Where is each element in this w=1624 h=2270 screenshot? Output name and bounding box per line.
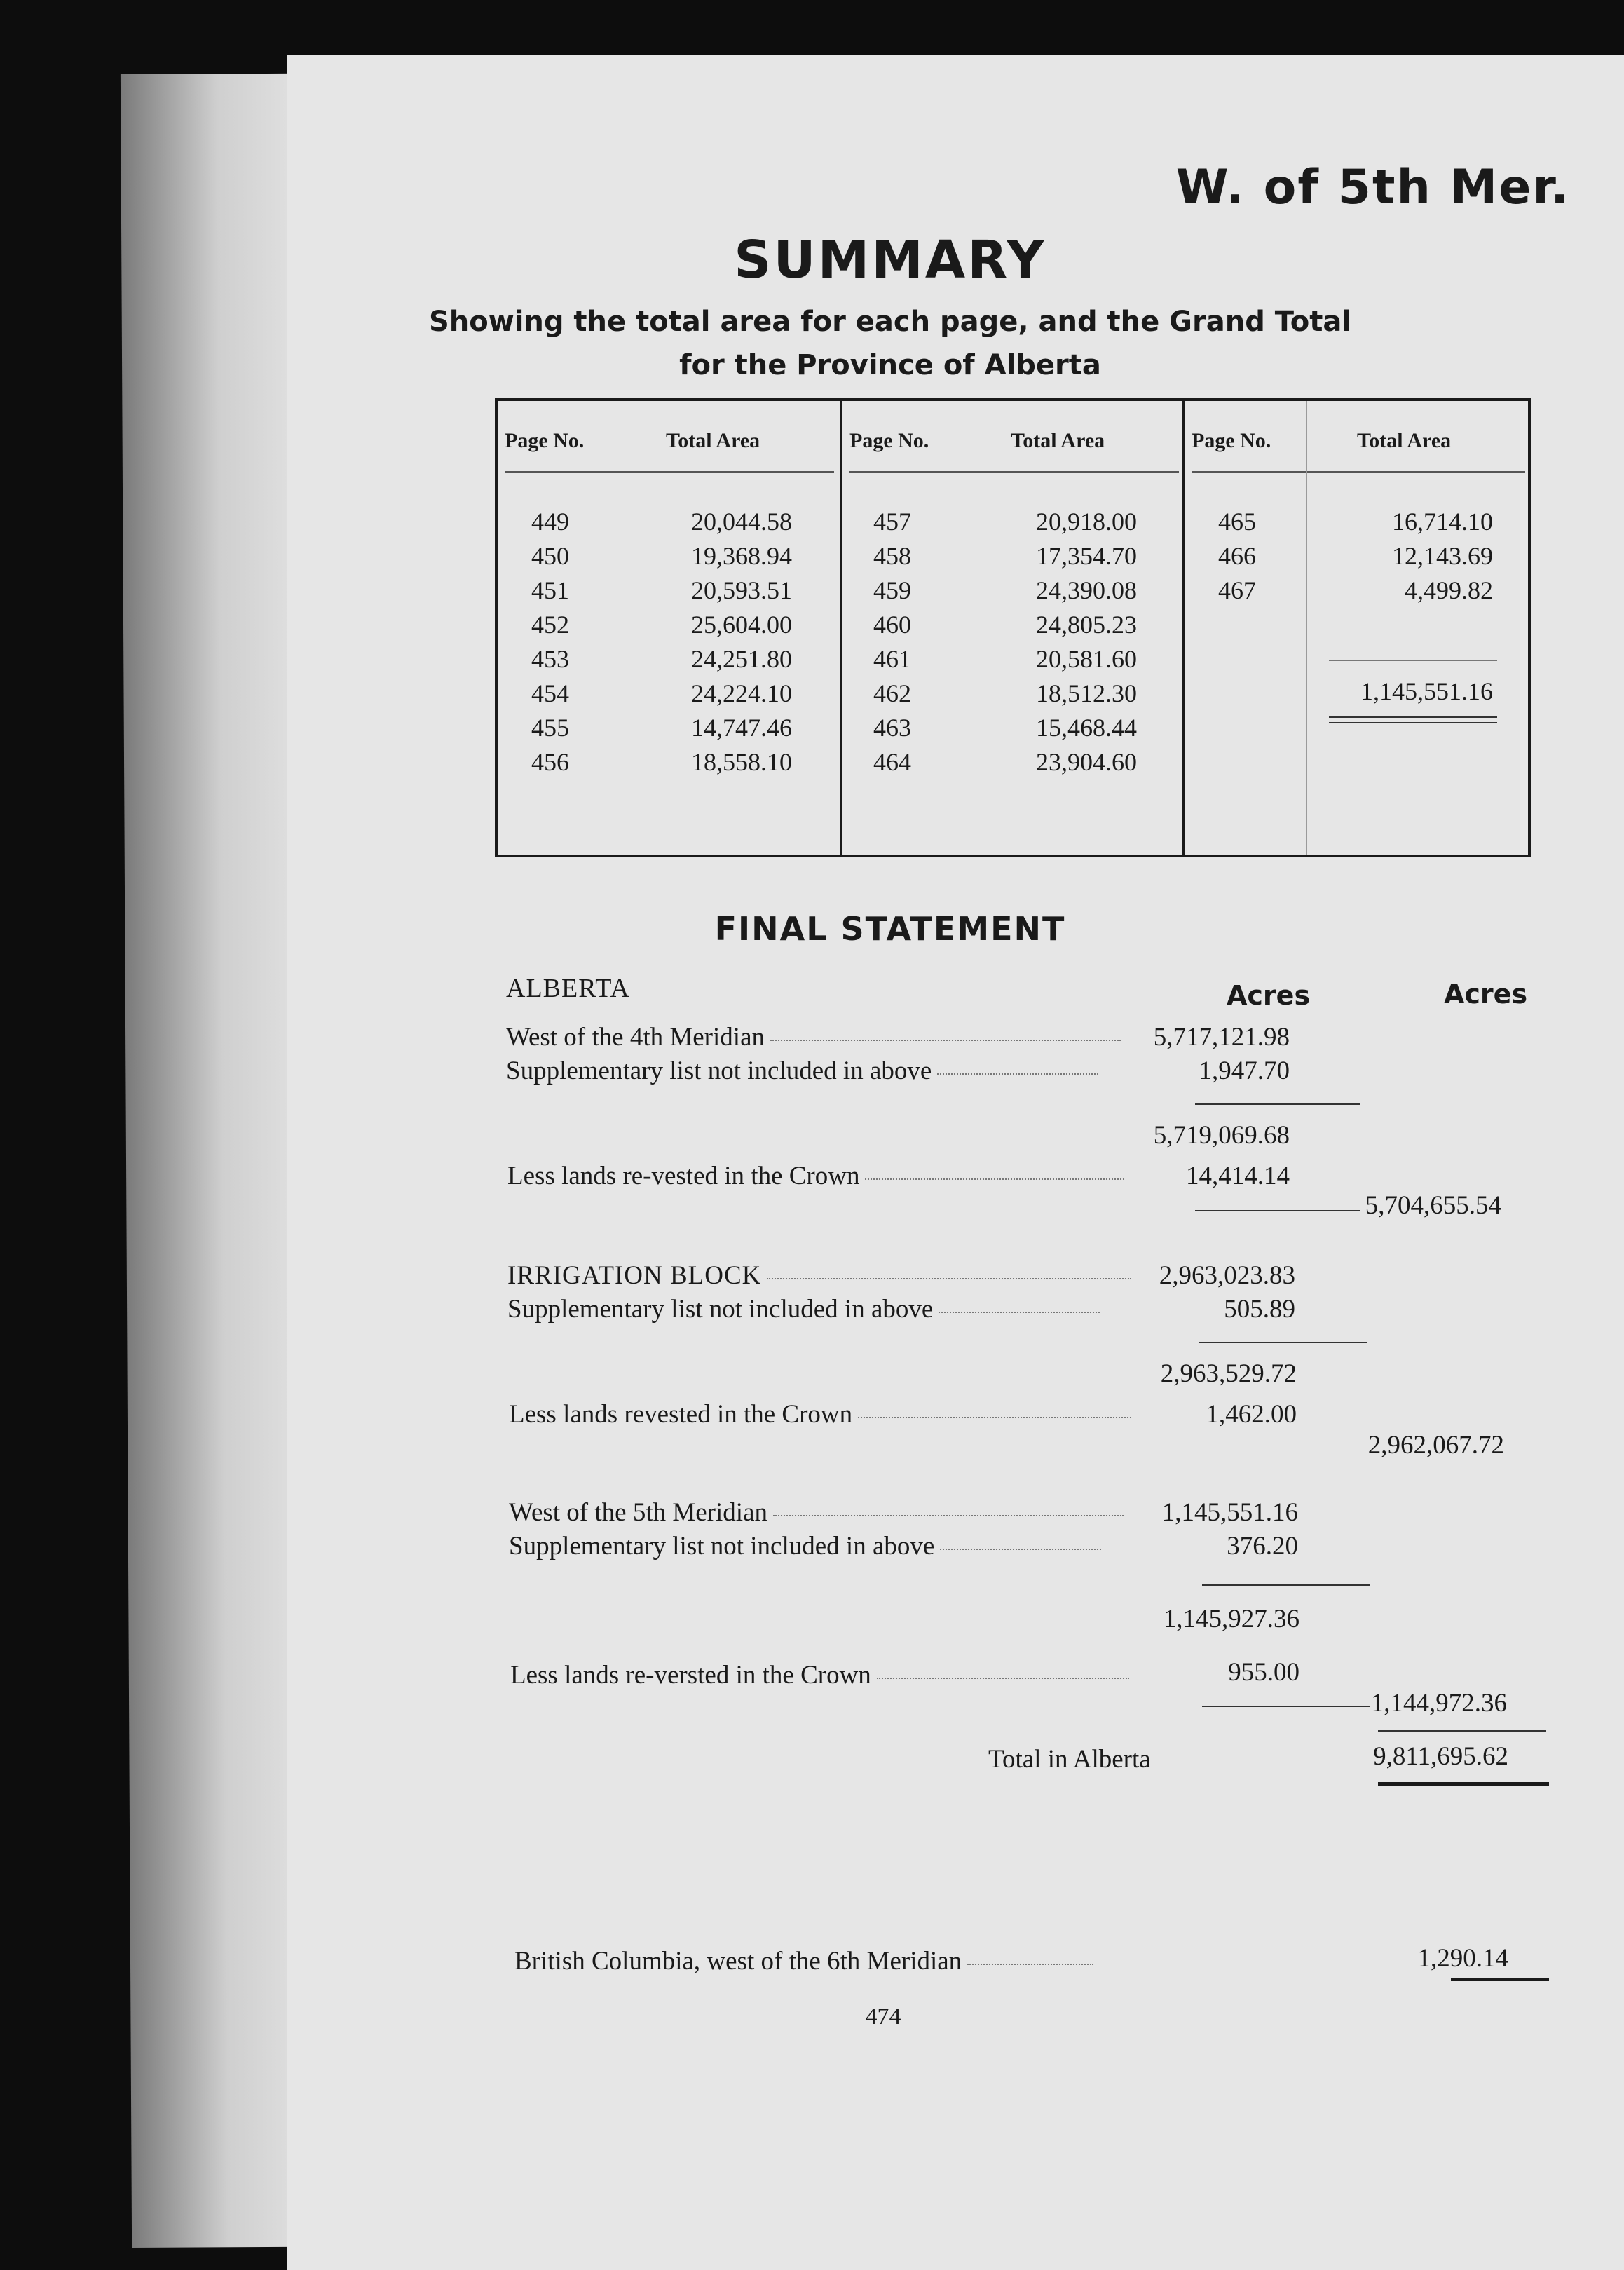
table-cell: 466 <box>1218 542 1256 570</box>
total-rule <box>1329 660 1497 661</box>
header-total-area: Total Area <box>1357 429 1452 452</box>
line-label: Supplementary list not included in above <box>507 1295 934 1324</box>
double-rule-top <box>1329 716 1497 718</box>
line-label: British Columbia, west of the 6th Meridian <box>514 1947 962 1976</box>
line-value: 14,414.14 <box>1186 1162 1290 1190</box>
table-cell: 449 <box>531 508 569 536</box>
subtitle-line-1: Showing the total area for each page, and the Grand Total <box>428 306 1352 338</box>
column-divider <box>1306 401 1307 855</box>
table-cell: 16,714.10 <box>1392 508 1493 536</box>
statement-line <box>509 1399 1131 1429</box>
areas-group-2 <box>983 505 1137 780</box>
line-label: Supplementary list not included in above <box>506 1056 932 1085</box>
table-cell: 456 <box>531 748 569 776</box>
statement-line <box>514 1946 1093 1976</box>
summary-title: SUMMARY <box>734 230 1046 290</box>
table-cell: 20,044.58 <box>691 508 792 536</box>
line-label: Supplementary list not included in above <box>509 1532 935 1561</box>
line-label: West of the 4th Meridian <box>506 1023 765 1052</box>
table-cell: 463 <box>873 714 911 742</box>
line-value: 1,462.00 <box>1206 1400 1297 1429</box>
table-cell: 23,904.60 <box>1036 748 1137 776</box>
grand-total: 1,145,551.16 <box>1360 677 1493 705</box>
total-label: Total in Alberta <box>988 1745 1151 1774</box>
bc-value: 1,290.14 <box>1417 1944 1508 1973</box>
double-rule-bottom <box>1329 722 1497 723</box>
leader-dots <box>939 1312 1100 1313</box>
table-group-2 <box>840 401 1185 855</box>
statement-line <box>509 1531 1101 1561</box>
table-cell: 15,468.44 <box>1036 714 1137 742</box>
page-numbers-group-2 <box>873 505 911 780</box>
sum-rule <box>1195 1103 1360 1105</box>
table-cell: 24,805.23 <box>1036 611 1137 639</box>
table-cell: 18,512.30 <box>1036 679 1137 707</box>
areas-group-1 <box>638 505 792 780</box>
table-cell: 14,747.46 <box>691 714 792 742</box>
table-cell: 24,251.80 <box>691 645 792 673</box>
leader-dots <box>767 1278 1131 1279</box>
line-label: Less lands re-vested in the Crown <box>507 1162 860 1190</box>
table-cell: 24,224.10 <box>691 679 792 707</box>
province-label: ALBERTA <box>506 974 630 1003</box>
table-cell: 462 <box>873 679 911 707</box>
page-numbers-group-3 <box>1218 505 1256 608</box>
acres-header-1: Acres <box>1227 980 1311 1011</box>
table-cell: 451 <box>531 576 569 604</box>
document-page <box>287 55 1624 2270</box>
line-value: 1,145,551.16 <box>1161 1498 1298 1527</box>
header-total-area: Total Area <box>1011 429 1105 452</box>
net-value: 5,704,655.54 <box>1365 1191 1501 1220</box>
total-underline <box>1378 1782 1549 1786</box>
table-cell: 4,499.82 <box>1405 576 1493 604</box>
page-numbers-group-1 <box>531 505 569 780</box>
table-group-3 <box>1182 401 1531 855</box>
line-value: 376.20 <box>1227 1532 1298 1561</box>
statement-line <box>506 1022 1121 1052</box>
statement-line <box>509 1497 1124 1528</box>
table-cell: 457 <box>873 508 911 536</box>
header-total-area: Total Area <box>666 429 760 452</box>
statement-line <box>506 1056 1098 1086</box>
table-cell: 25,604.00 <box>691 611 792 639</box>
subtotal-value: 5,719,069.68 <box>1153 1121 1290 1150</box>
table-cell: 455 <box>531 714 569 742</box>
table-cell: 454 <box>531 679 569 707</box>
total-rule <box>1378 1730 1546 1732</box>
table-cell: 12,143.69 <box>1392 542 1493 570</box>
table-cell: 464 <box>873 748 911 776</box>
table-cell: 461 <box>873 645 911 673</box>
table-group-1 <box>498 401 840 855</box>
subtotal-value: 1,145,927.36 <box>1163 1605 1299 1633</box>
line-value: 5,717,121.98 <box>1153 1023 1290 1052</box>
areas-group-3 <box>1332 505 1493 608</box>
line-value: 2,963,023.83 <box>1159 1261 1295 1290</box>
leader-dots <box>967 1964 1093 1965</box>
table-cell: 467 <box>1218 576 1256 604</box>
subtotal-value: 2,963,529.72 <box>1160 1359 1297 1388</box>
meridian-reference: W. of 5th Mer. <box>1175 160 1570 215</box>
final-statement-title: FINAL STATEMENT <box>714 910 1066 948</box>
table-cell: 24,390.08 <box>1036 576 1137 604</box>
acres-header-2: Acres <box>1444 979 1528 1010</box>
header-page-no: Page No. <box>849 429 929 452</box>
line-label: Less lands re-versted in the Crown <box>510 1661 871 1690</box>
table-cell: 19,368.94 <box>691 542 792 570</box>
sum-rule <box>1202 1584 1370 1586</box>
summary-table <box>495 398 1531 857</box>
statement-line <box>507 1260 1131 1291</box>
subtitle-line-2: for the Province of Alberta <box>679 349 1101 381</box>
page-number: 474 <box>865 2004 901 2030</box>
table-cell: 452 <box>531 611 569 639</box>
table-cell: 460 <box>873 611 911 639</box>
header-page-no: Page No. <box>505 429 585 452</box>
line-value: 505.89 <box>1224 1295 1295 1324</box>
table-cell: 20,581.60 <box>1036 645 1137 673</box>
table-cell: 20,918.00 <box>1036 508 1137 536</box>
table-cell: 450 <box>531 542 569 570</box>
header-page-no: Page No. <box>1192 429 1271 452</box>
header-rule <box>505 471 834 473</box>
table-cell: 453 <box>531 645 569 673</box>
net-value: 1,144,972.36 <box>1370 1689 1507 1718</box>
leader-dots <box>773 1515 1124 1516</box>
statement-line <box>507 1161 1124 1191</box>
leader-dots <box>770 1040 1121 1041</box>
table-cell: 17,354.70 <box>1036 542 1137 570</box>
line-value: 955.00 <box>1228 1658 1299 1687</box>
table-cell: 18,558.10 <box>691 748 792 776</box>
line-label: Less lands revested in the Crown <box>509 1400 853 1429</box>
header-rule <box>1192 471 1525 473</box>
table-cell: 459 <box>873 576 911 604</box>
table-cell: 465 <box>1218 508 1256 536</box>
leader-dots <box>937 1073 1098 1075</box>
statement-line <box>507 1294 1100 1324</box>
statement-line <box>510 1660 1129 1690</box>
table-cell: 20,593.51 <box>691 576 792 604</box>
bc-underline <box>1451 1978 1549 1981</box>
total-value: 9,811,695.62 <box>1373 1742 1508 1771</box>
summary-subtitle <box>287 300 1493 387</box>
line-label: West of the 5th Meridian <box>509 1498 767 1527</box>
line-value: 1,947.70 <box>1199 1056 1290 1085</box>
header-rule <box>849 471 1179 473</box>
line-label: IRRIGATION BLOCK <box>507 1261 762 1290</box>
net-value: 2,962,067.72 <box>1367 1431 1504 1460</box>
leader-dots <box>940 1549 1101 1550</box>
table-cell: 458 <box>873 542 911 570</box>
sum-rule <box>1199 1342 1367 1343</box>
